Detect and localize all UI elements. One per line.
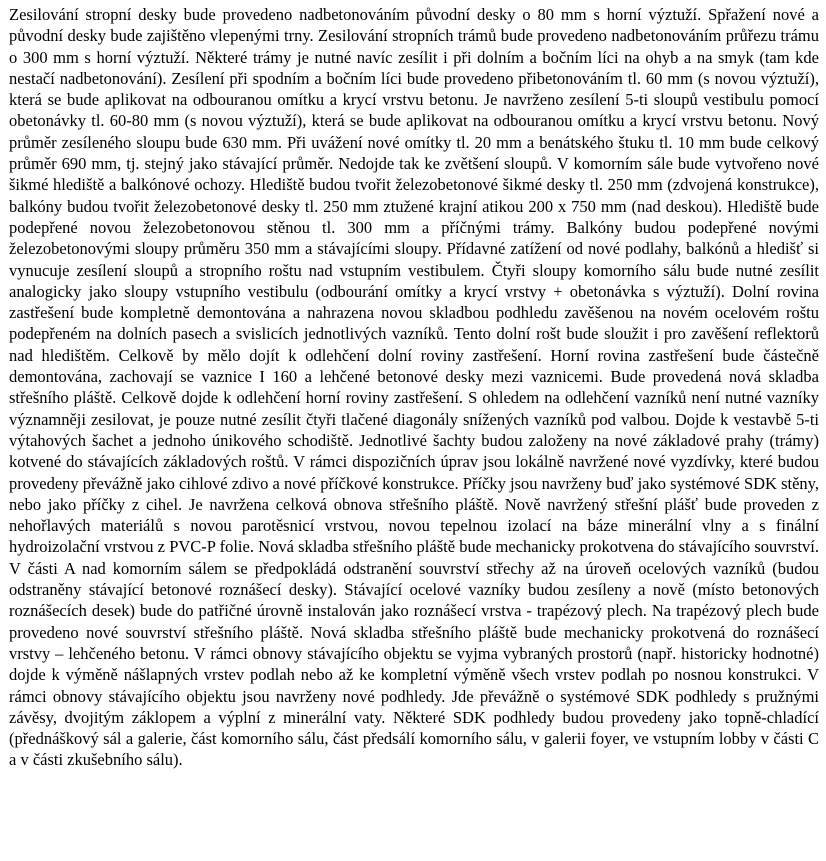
body-paragraph: Zesilování stropní desky bude provedeno nadbetonováním původní desky o 80 mm s horní výztuží. Spřažení nové a původní desky bude zajištěno vlepenými trny. Zesilování stropních trámů bude provedeno nadbetonováním průřezu trámu o 300 mm s horní výztuží. Některé trámy je nutné navíc zesílit i při dolním a bočním líci na ohyb a na smyk (tam kde nestačí nadbetonování). Zesílení při spodním a bočním líci bude provedeno přibetonováním tl. 60 mm (s novou výztuží), která se bude aplikovat na odbouranou omítku a krycí vrstvu betonu. Je navrženo zesílení 5-ti sloupů vestibulu pomocí obetonávky tl. 60-80 mm (s novou výztuží), která se bude aplikovat na odbouranou omítku a krycí vrstvu betonu. Nový průměr zesíleného sloupu bude 630 mm. Při uvážení nové omítky tl. 20 mm a benátského štuku tl. 10 mm bude celkový průměr 690 mm, tj. stejný jako stávající průměr. Nedojde tak ke zvětšení sloupů. V komorním sále bude vytvořeno nové šikmé hlediště a balkónové ochozy. Hlediště budou tvořit železobetonové šikmé desky tl. 250 mm (zdvojená konstrukce), balkóny budou tvořit železobetonové desky tl. 250 mm ztužené krajní atikou 200 x 750 mm (nad deskou). Hlediště bude podepřené novou železobetonovou stěnou tl. 300 mm a příčnými trámy. Balkóny budou podepřené novými železobetonovými sloupy průměru 350 mm a stávajícími sloupy. Přídavné zatížení od nové podlahy, balkónů a hledišť si vynucuje zesílení sloupů a stropního roštu nad vstupním vestibulem. Čtyři sloupy komorního sálu bude nutné zesílit analogicky jako sloupy vstupního vestibulu (odbourání omítky a krycí vrstvy + obetonávka s výztuží). Dolní rovina zastřešení bude kompletně demontována a nahrazena novou skladbou podhledu zavěšenou na novém ocelovém roštu podepřeném na dolních pasech a svislicích jednotlivých vazníků. Tento dolní rošt bude sloužit i pro zavěšení reflektorů nad hledištěm. Celkově by mělo dojít k odlehčení dolní roviny zastřešení. Horní rovina zastřešení bude částečně demontována, zachovají se vaznice I 160 a lehčené betonové desky mezi vaznicemi. Bude provedená nová skladba střešního pláště. Celkově dojde k odlehčení horní roviny zastřešení. S ohledem na odlehčení vazníků není nutné vazníky významněji zesilovat, je pouze nutné zesílit čtyři tlačené diagonály snížených vazníků pod valbou. Dojde k vestavbě 5-ti výtahových šachet a jednoho únikového schodiště. Jednotlivé šachty budou založeny na nové základové prahy (trámy) kotvené do stávajících základových roštů. V rámci dispozičních úprav jsou lokálně navržené nové vyzdívky, které budou provedeny převážně jako cihlové zdivo a nové příčkové konstrukce. Příčky jsou navrženy buď jako systémové SDK stěny, nebo jako příčky z cihel. Je navržena celková obnova střešního pláště. Nově navržený střešní plášť bude proveden z nehořlavých materiálů s novou parotěsnicí vrstvou, novou tepelnou izolací na báze minerální vlny a s finální hydroizolační vrstvou z PVC-P folie. Nová skladba střešního pláště bude mechanicky prokotvena do stávajícího souvrství. V části A nad komorním sálem se předpokládá odstranění souvrství střechy až na úroveň ocelových vazníků (budou odstraněny stávající betonové roznášecí desky). Stávající ocelové vazníky budou zesíleny a nově (místo betonových roznášecích desek) bude do patřičné úrovně instalován jako roznášecí vrstva - trapézový plech. Na trapézový plech bude provedeno nové souvrství střešního pláště. Nová skladba střešního pláště bude mechanicky prokotvená do roznášecí vrstvy – lehčeného betonu. V rámci obnovy stávajícího objektu se vyjma vybraných prostorů (např. historicky hodnotné) dojde k výměně nášlapných vrstev podlah nebo až ke kompletní výměně všech vrstev podlah po nosnou konstrukci. V rámci obnovy stávajícího objektu jsou navrženy nové podhledy. Jde převážně o systémové SDK podhledy s pružnými závěsy, dvojitým záklopem a výplní z minerální vaty. Některé SDK podhledy budou provedeny jako topně-chladící (přednáškový sál a galerie, část komorního sálu, část předsálí komorního sálu, v galerii foyer, ve vstupním lobby v části C a v části zkušebního sálu). — [9, 5, 819, 770]
